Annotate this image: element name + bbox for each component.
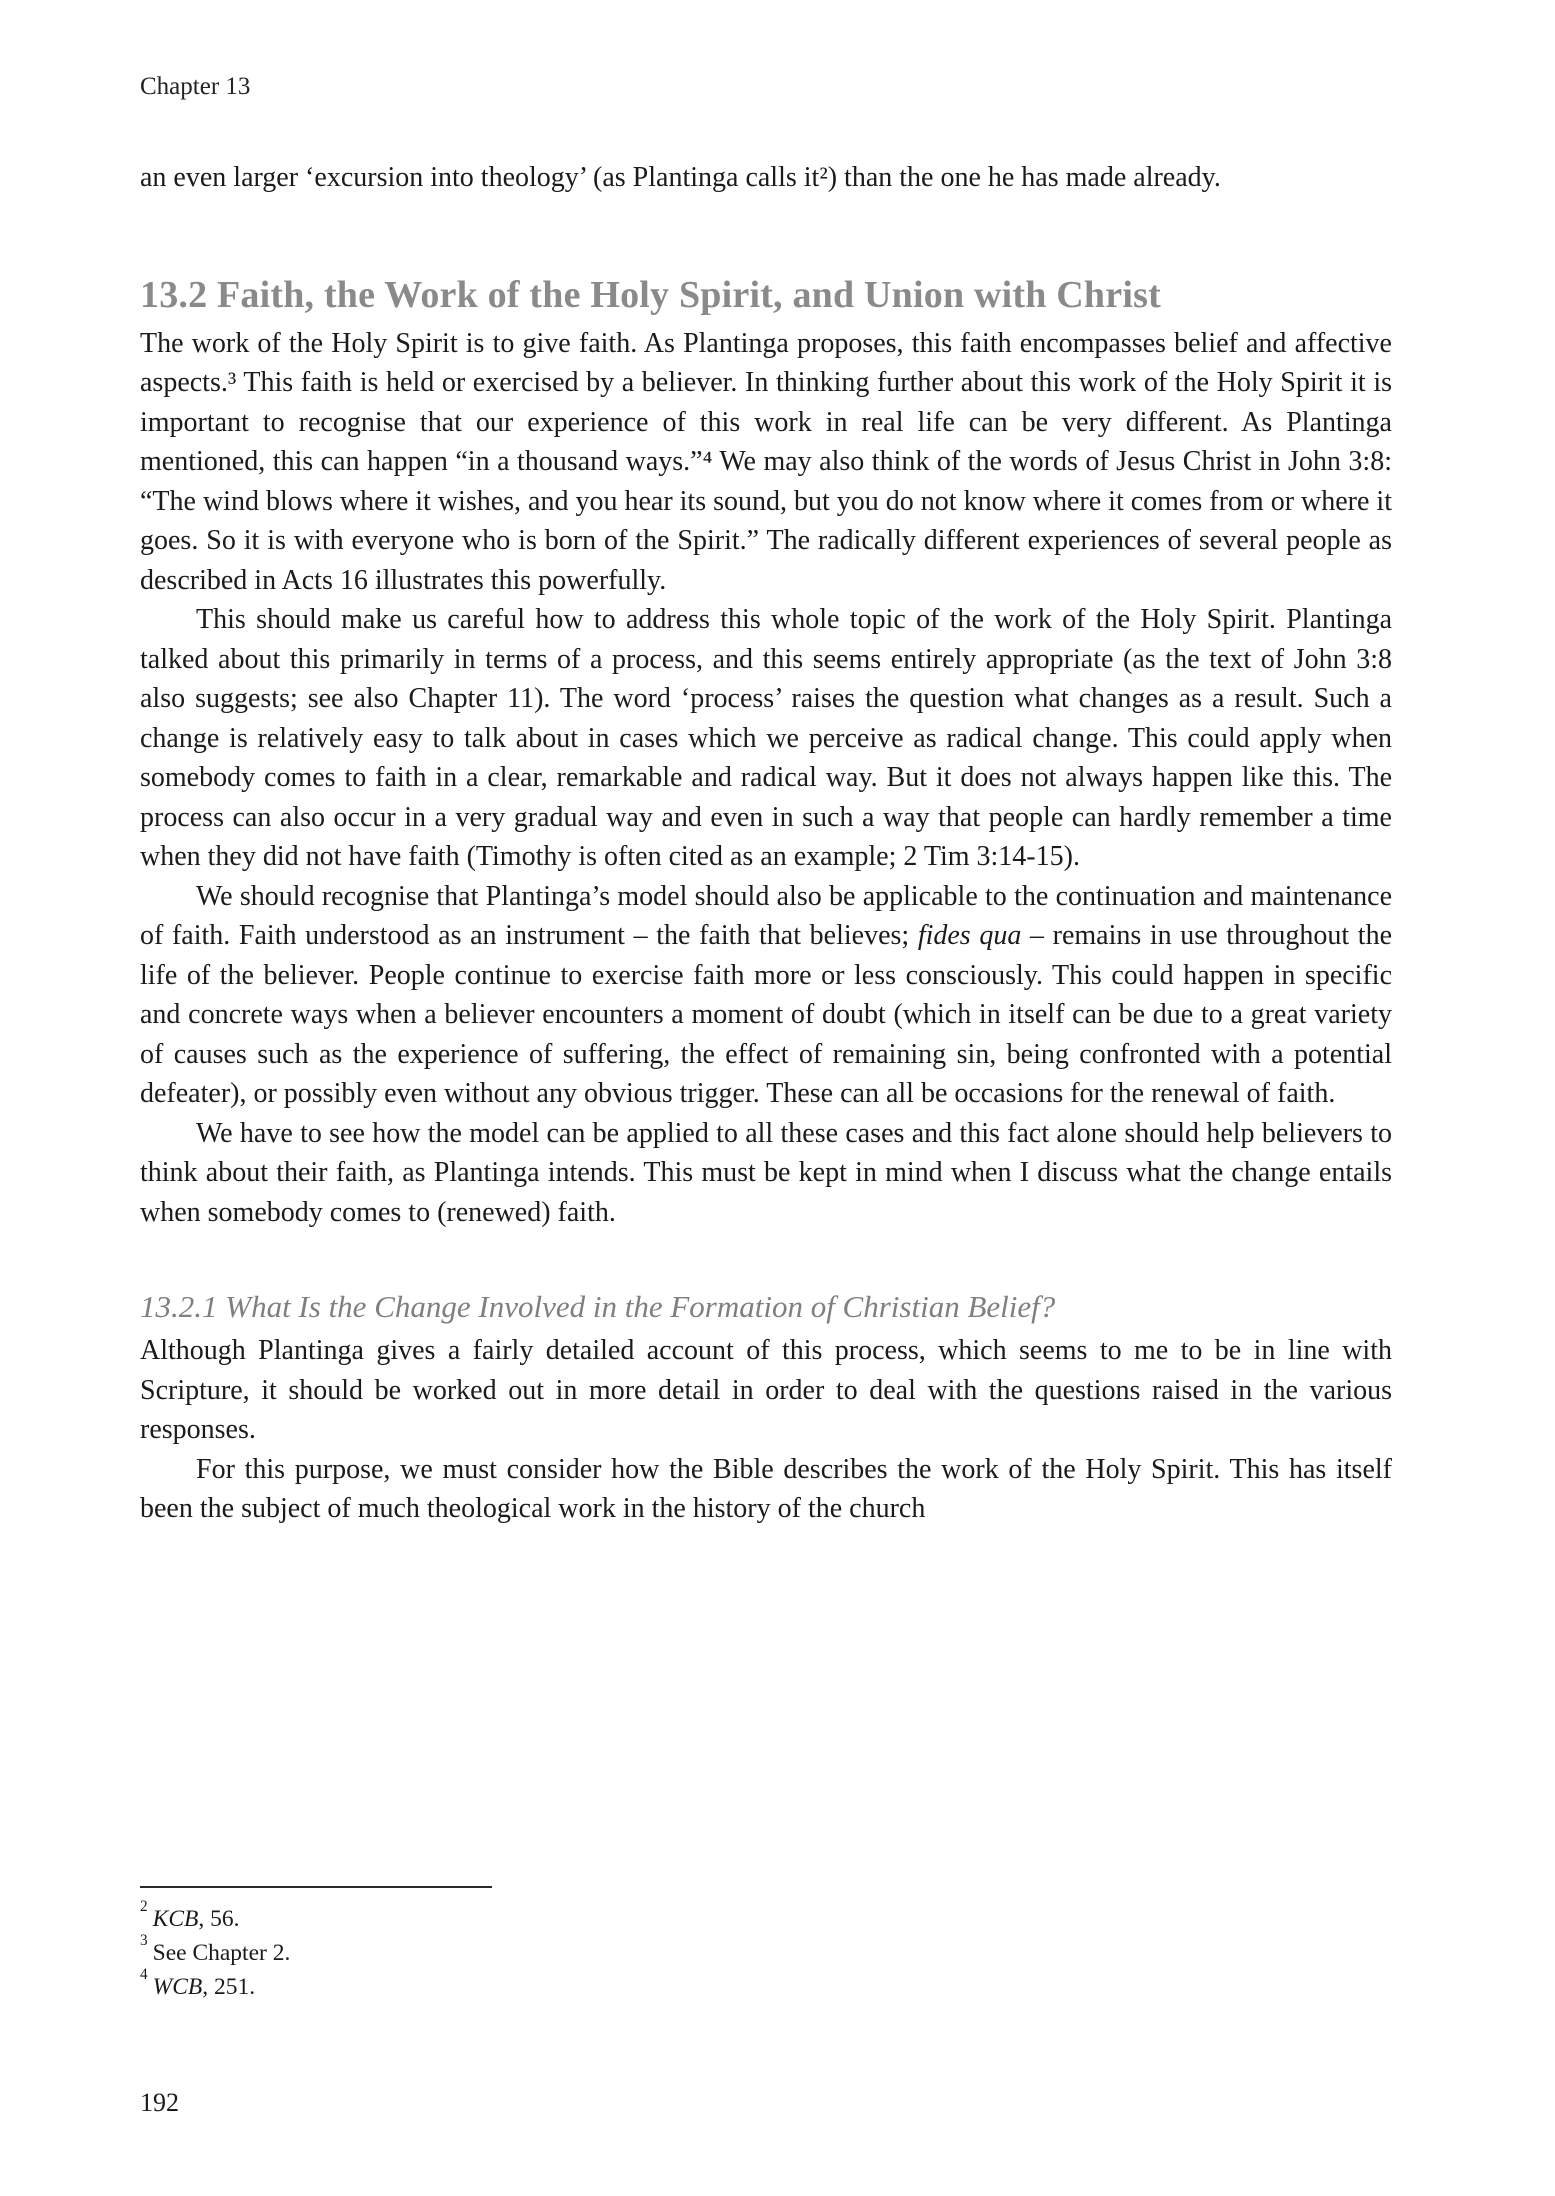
footnote-marker: 4 (140, 1966, 148, 1984)
paragraph: The work of the Holy Spirit is to give faith. As Plantinga proposes, this faith encompasses belief and affective aspects.³ This faith is held or exercised by a believer. In thinking further about this work of the Holy Spirit it is important to recognise that our experience of this work in real life can be very different. As Plantinga mentioned, this can happen “in a thousand ways.”⁴ We may also think of the words of Jesus Christ in John 3:8: “The wind blows where it wishes, and you hear its sound, but you do not know where it comes from or where it goes. So it is with everyone who is born of the Spirit.” The radically different experiences of several people as described in Acts 16 illustrates this powerfully. (140, 327, 1392, 596)
footnote-text: , 56. (198, 1906, 240, 1932)
footnote-separator (140, 1886, 492, 1888)
footnote (140, 1898, 900, 1936)
footnote-work-title: WCB (152, 1974, 203, 2000)
footnote-text: See Chapter 2. (152, 1940, 291, 1966)
footnote (140, 1932, 900, 1970)
paragraph-text: We should recognise that Plantinga’s model should also be applicable to the continuation and maintenance of faith. Faith understood as an instrument – the faith that believes; (140, 880, 1392, 951)
footnote (140, 1966, 900, 2004)
paragraph: For this purpose, we must consider how the Bible describes the work of the Holy Spirit. This has itself been the subject of much theological work in the history of the church (140, 1453, 1392, 1524)
running-head: Chapter 13 (140, 73, 251, 100)
page-number: 192 (140, 2088, 179, 2117)
footnote-text: , 251. (202, 1974, 256, 2000)
footnote-work-title: KCB (152, 1906, 199, 1932)
latin-term: fides qua (917, 920, 1022, 951)
paragraph (140, 877, 1392, 1114)
paragraph: This should make us careful how to address this whole topic of the work of the Holy Spirit. Plantinga talked about this primarily in terms of a process, and this seems entirely appropriate (as the text of John 3:8 also suggests; see also Chapter 11). The word ‘process’ raises the question what changes as a result. Such a change is relatively easy to talk about in cases which we perceive as radical change. This could apply when somebody comes to faith in a clear, remarkable and radical way. But it does not always happen like this. The process can also occur in a very gradual way and even in such a way that people can hardly remember a time when they did not have faith (Timothy is often cited as an example; 2 Tim 3:14-15). (140, 604, 1392, 872)
paragraph-continuation: an even larger ‘excursion into theology’ (as Plantinga calls it²) than the one he has made already. (140, 162, 1221, 193)
section-heading: 13.2 Faith, the Work of the Holy Spirit, and Union with Christ (140, 273, 1161, 316)
footnote-block (140, 1886, 900, 2004)
footnote-marker: 2 (140, 1898, 148, 1916)
paragraph-text: – remains in use throughout the life of the believer. People continue to exercise faith more or less consciously. This could happen in specific and concrete ways when a believer encounters a moment of doubt (which in itself can be due to a great variety of causes such as the experience of suffering, the effect of remaining sin, being confronted with a potential defeater), or possibly even without any obvious trigger. These can all be occasions for the renewal of faith. (140, 920, 1392, 1109)
paragraph: We have to see how the model can be applied to all these cases and this fact alone should help believers to think about their faith, as Plantinga intends. This must be kept in mind when I discuss what the change entails when somebody comes to (renewed) faith. (140, 1117, 1392, 1228)
subsection-heading: 13.2.1 What Is the Change Involved in the Formation of Christian Belief? (140, 1289, 1056, 1324)
paragraph: Although Plantinga gives a fairly detailed account of this process, which seems to me to be in line with Scripture, it should be worked out in more detail in order to deal with the questions raised in the various responses. (140, 1335, 1392, 1445)
footnote-marker: 3 (140, 1932, 148, 1950)
